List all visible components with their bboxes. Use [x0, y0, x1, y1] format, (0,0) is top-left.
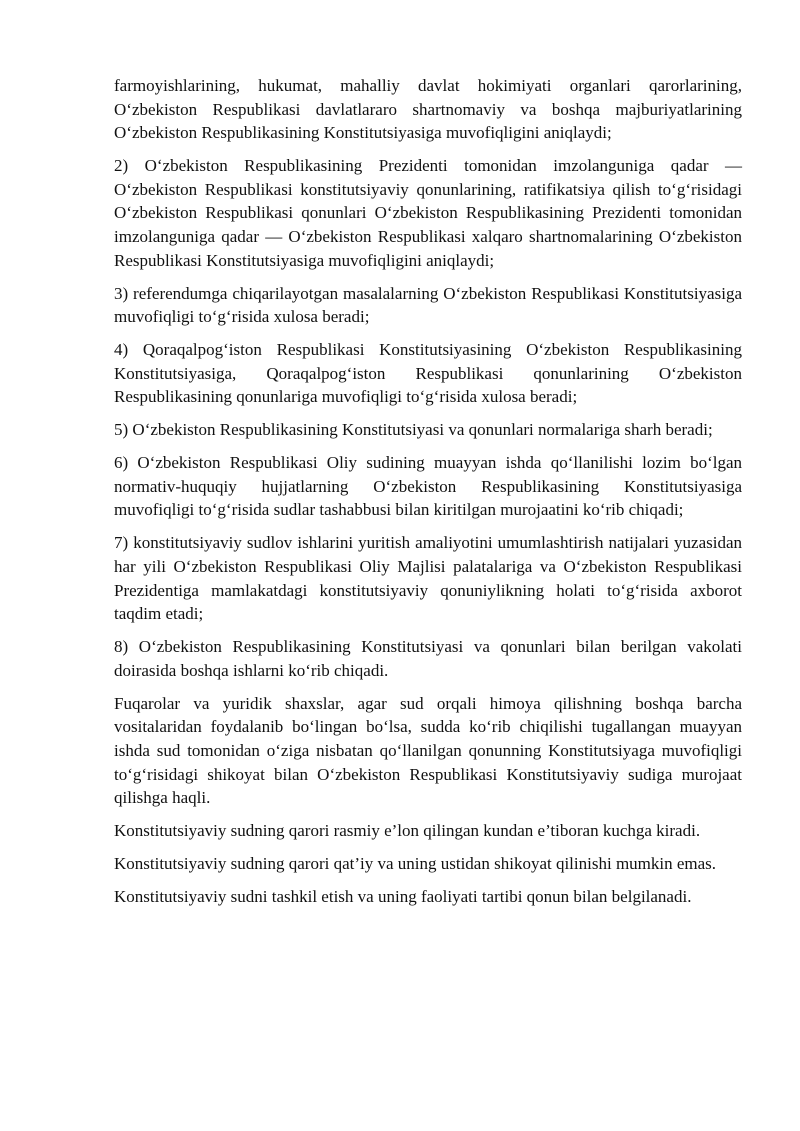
list-item-4: 4) Qoraqalpog‘iston Respublikasi Konstitutsiyasining O‘zbekiston Respublikasining Konstitutsiyasiga, Qoraqalpog‘iston Respublikasi qonunlarining O‘zbekiston Respublikasining qonunlariga muvofiqligi to‘g‘risida xulosa beradi; — [114, 340, 742, 407]
paragraph-decision-effect: Konstitutsiyaviy sudning qarori rasmiy e’lon qilingan kundan e’tiboran kuchga kiradi. — [114, 821, 701, 841]
list-item-6: 6) O‘zbekiston Respublikasi Oliy sudining muayyan ishda qo‘llanilishi lozim bo‘lgan normativ-huquqiy hujjatlarning O‘zbekiston Respublikasining Konstitutsiyasiga muvofiqligi to‘g‘risida sudlar tashabbusi bilan kiritilgan murojaatini ko‘rib chiqadi; — [114, 453, 742, 520]
list-item-8: 8) O‘zbekiston Respublikasining Konstitutsiyasi va qonunlari bilan berilgan vakolati doirasida boshqa ishlarni ko‘rib chiqadi. — [114, 637, 742, 680]
document-page — [114, 74, 742, 909]
paragraph-organization: Konstitutsiyaviy sudni tashkil etish va uning faoliyati tartibi qonun bilan belgilanadi. — [114, 887, 692, 907]
list-item-2: 2) O‘zbekiston Respublikasining Prezidenti tomonidan imzolanguniga qadar — O‘zbekiston Respublikasi konstitutsiyaviy qonunlarining, ratifikatsiya qilish to‘g‘risidagi O‘zbekiston Respublikasi qonunlari O‘zbekiston Respublikasining Prezidenti tomonidan imzolanguniga qadar — O‘zbekiston Respublikasi xalqaro shartnomalarining O‘zbekiston Respublikasi Konstitutsiyasiga muvofiqligini aniqlaydi; — [114, 156, 742, 270]
paragraph-continuation: farmoyishlarining, hukumat, mahalliy davlat hokimiyati organlari qarorlarining, O‘zbekiston Respublikasi davlatlararo shartnomaviy va boshqa majburiyatlarining O‘zbekiston Respublikasining Konstitutsiyasiga muvofiqligini aniqlaydi; — [114, 76, 742, 143]
list-item-7: 7) konstitutsiyaviy sudlov ishlarini yuritish amaliyotini umumlashtirish natijalari yuzasidan har yili O‘zbekiston Respublikasi Oliy Majlisi palatalariga va O‘zbekiston Respublikasi Prezidentiga mamlakatdagi konstitutsiyaviy qonuniylikning holati to‘g‘risida axborot taqdim etadi; — [114, 533, 742, 624]
list-item-5: 5) O‘zbekiston Respublikasining Konstitutsiyasi va qonunlari normalariga sharh beradi; — [114, 420, 713, 440]
paragraph-decision-final: Konstitutsiyaviy sudning qarori qat’iy va uning ustidan shikoyat qilinishi mumkin emas. — [114, 854, 717, 874]
list-item-3: 3) referendumga chiqarilayotgan masalalarning O‘zbekiston Respublikasi Konstitutsiyasiga muvofiqligi to‘g‘risida xulosa beradi; — [114, 283, 742, 327]
paragraph-citizens-right: Fuqarolar va yuridik shaxslar, agar sud orqali himoya qilishning boshqa barcha vositalaridan foydalanib bo‘lingan bo‘lsa, sudda ko‘rib chiqilishi tugallangan muayyan ishda sud tomonidan o‘ziga nisbatan qo‘llanilgan qonunning Konstitutsiyaga muvofiqligi to‘g‘risidagi shikoyat bilan O‘zbekiston Respublikasi Konstitutsiyaviy sudiga murojaat qilishga haqli. — [114, 693, 742, 808]
